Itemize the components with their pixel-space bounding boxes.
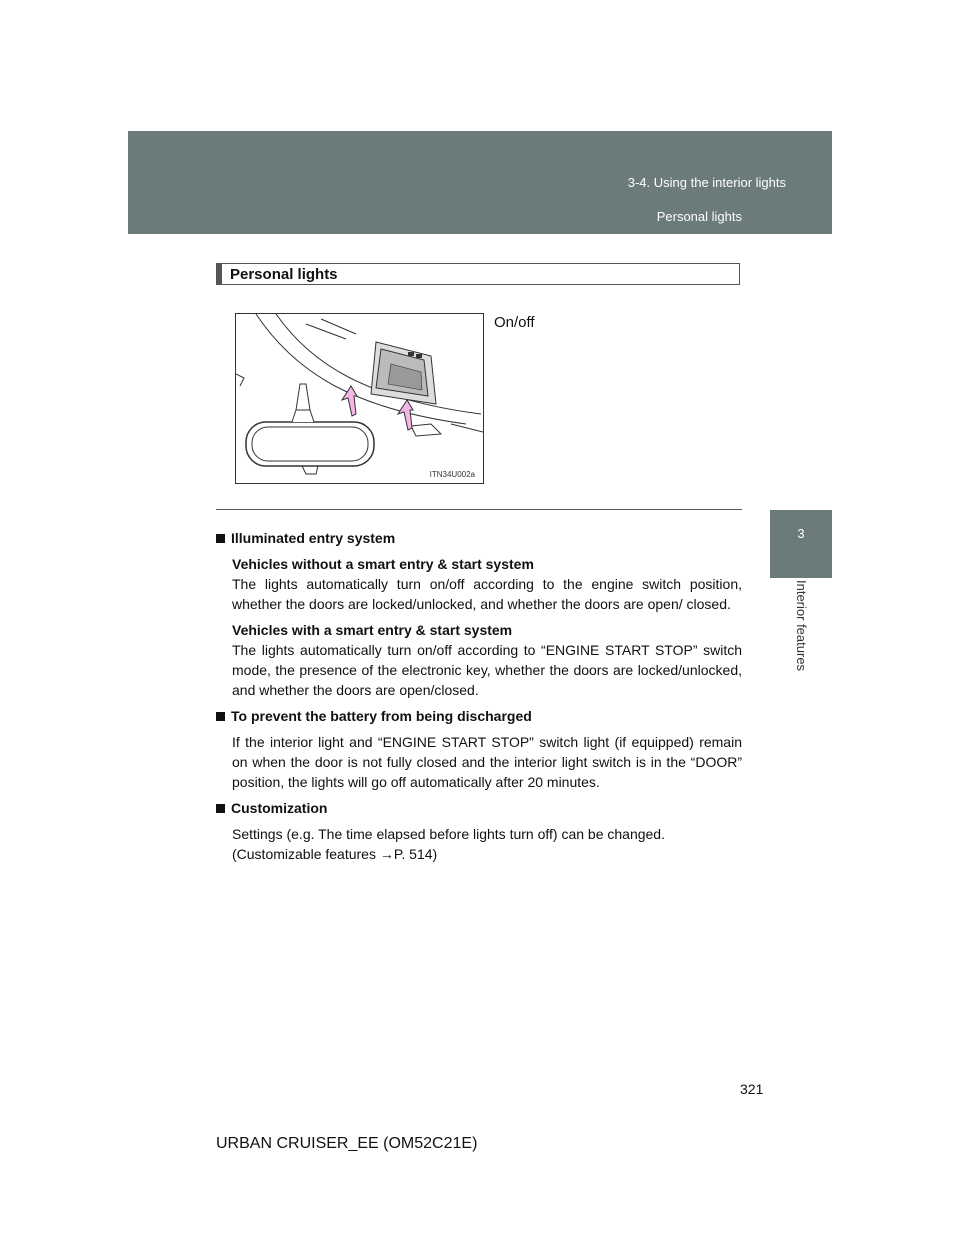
text-with-smart-entry: The lights automatically turn on/off according to “ENGINE START STOP” switch mode, the presence of the electronic key, whether the doors are locked/unlocked, and whether the doors are open/closed. bbox=[232, 642, 742, 698]
divider bbox=[216, 509, 742, 510]
on-off-arrow-right-icon bbox=[398, 400, 413, 430]
note-heading-illuminated: Illuminated entry system bbox=[216, 528, 742, 548]
personal-lights-drawing bbox=[236, 314, 483, 483]
square-bullet-icon bbox=[216, 534, 225, 543]
header-subsection-title: Personal lights bbox=[656, 209, 742, 224]
note-body-customization bbox=[216, 824, 742, 864]
header-band bbox=[128, 131, 832, 234]
notes-section bbox=[216, 528, 742, 870]
note-heading-battery: To prevent the battery from being discharged bbox=[216, 706, 742, 726]
chapter-number: 3 bbox=[797, 526, 805, 541]
customization-text: Settings (e.g. The time elapsed before lights turn off) can be changed. bbox=[232, 826, 665, 842]
figure-code: ITN34U002a bbox=[429, 470, 475, 479]
sub-heading-without-smart-entry: Vehicles without a smart entry & start system bbox=[232, 556, 534, 572]
square-bullet-icon bbox=[216, 804, 225, 813]
section-title: Personal lights bbox=[230, 266, 338, 283]
note-body-battery: If the interior light and “ENGINE START STOP” switch light (if equipped) remain on when the door is not fully closed and the interior light switch is in the “DOOR” position, the lights will go off automatically after 20 minutes. bbox=[232, 734, 742, 790]
note-body-with-smart-entry bbox=[216, 620, 742, 700]
section-title-box bbox=[216, 263, 740, 285]
footer-model-code: URBAN CRUISER_EE (OM52C21E) bbox=[216, 1135, 478, 1152]
text-without-smart-entry: The lights automatically turn on/off according to the engine switch position, whether the doors are locked/unlocked, and whether the doors are open/ closed. bbox=[232, 576, 742, 612]
on-off-callout: On/off bbox=[494, 314, 535, 331]
chapter-tab bbox=[770, 510, 832, 578]
header-section-title: 3-4. Using the interior lights bbox=[627, 175, 786, 190]
page-number: 321 bbox=[740, 1081, 764, 1097]
personal-lights-illustration bbox=[235, 313, 484, 484]
note-body-illuminated bbox=[216, 554, 742, 614]
chapter-label: Interior features bbox=[794, 580, 809, 672]
sub-heading-with-smart-entry: Vehicles with a smart entry & start system bbox=[232, 622, 513, 638]
square-bullet-icon bbox=[216, 712, 225, 721]
customization-reference: (Customizable features →P. 514) bbox=[232, 846, 438, 862]
note-heading-customization: Customization bbox=[216, 798, 742, 818]
